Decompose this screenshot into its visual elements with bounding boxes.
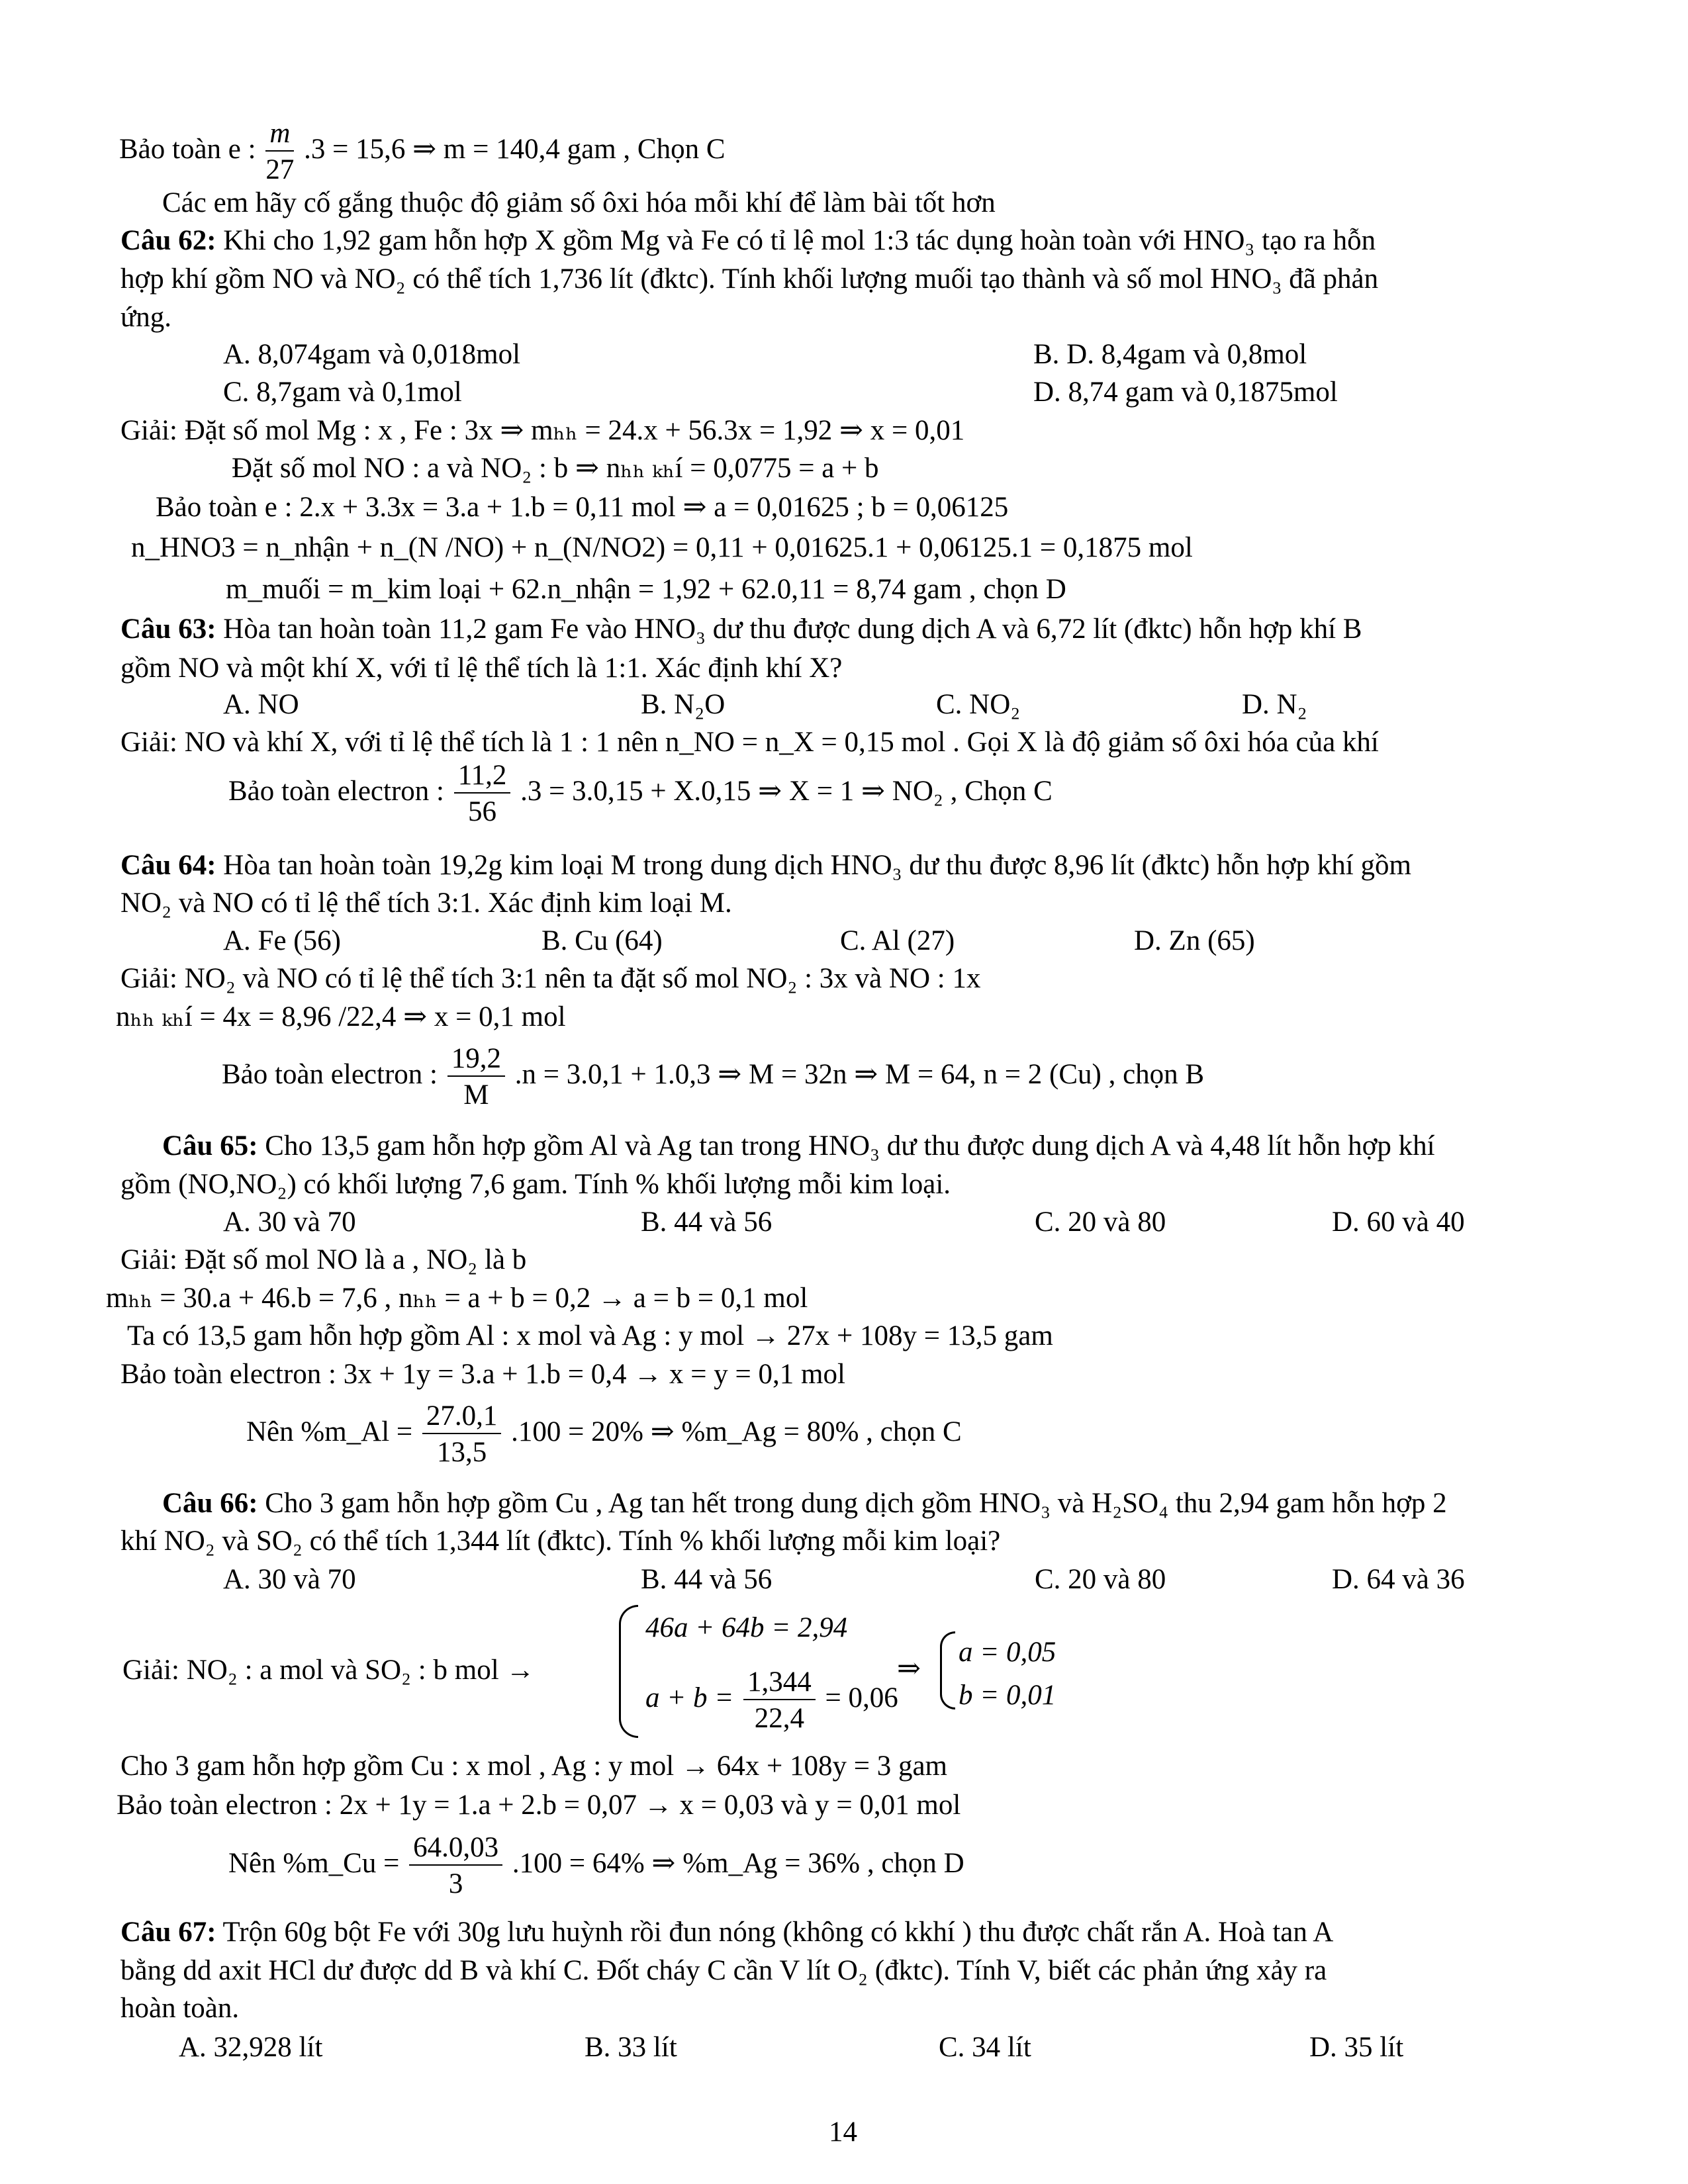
fraction	[743, 1668, 816, 1733]
q65-solution-4: Bảo toàn electron : 3x + 1y = 3.a + 1.b = 0,4 → x = y = 0,1 mol	[120, 1359, 845, 1390]
numerator: m	[265, 119, 294, 152]
numerator: 19,2	[447, 1044, 505, 1077]
numerator: 27.0,1	[422, 1402, 502, 1434]
fraction	[454, 761, 511, 826]
q63-solution-2	[228, 761, 1053, 826]
q62-solution-2: Đặt số mol NO : a và NO₂ : b ⇒ nₕₕ ₖₕí = 0,0775 = a + b	[232, 453, 879, 484]
q65-option-d: D. 60 và 40	[1332, 1206, 1465, 1238]
q67-line3: hoàn toàn.	[120, 1993, 240, 2024]
question-label: Câu 67:	[120, 1917, 216, 1948]
equation-2	[645, 1668, 898, 1733]
question-text: Cho 3 gam hỗn hợp gồm Cu , Ag tan hết trong dung dịch gồm HNO₃ và H₂SO₄ thu 2,94 gam hỗn hợp 2	[265, 1488, 1447, 1519]
denominator: 56	[468, 796, 497, 827]
fraction	[422, 1402, 502, 1467]
q65-solution-5	[246, 1402, 962, 1467]
question-text: Hòa tan hoàn toàn 19,2g kim loại M trong dung dịch HNO₃ dư thu được 8,96 lít (đktc) hỗn hợp khí gồm	[223, 850, 1411, 881]
q63-option-c: C. NO₂	[936, 689, 1021, 720]
expression: .n = 3.0,1 + 1.0,3 ⇒ M = 32n ⇒ M = 64, n = 2 (Cu) , chọn B	[514, 1058, 1205, 1090]
denominator: 3	[448, 1868, 463, 1899]
q62-line3: ứng.	[120, 302, 172, 333]
expression: .3 = 3.0,15 + X.0,15 ⇒ X = 1 ⇒ NO₂ , Chọn C	[520, 775, 1053, 807]
q66-solution-2: Cho 3 gam hỗn hợp gồm Cu : x mol , Ag : y mol → 64x + 108y = 3 gam	[120, 1751, 947, 1782]
q62-solution-3: Bảo toàn e : 2.x + 3.3x = 3.a + 1.b = 0,11 mol ⇒ a = 0,01625 ; b = 0,06125	[156, 492, 1009, 523]
q64-solution-1: Giải: NO₂ và NO có tỉ lệ thể tích 3:1 nên ta đặt số mol NO₂ : 3x và NO : 1x	[120, 963, 981, 994]
q62-solution-4: n_HNO3 = n_nhận + n_(N /NO) + n_(N/NO2) = 0,11 + 0,01625.1 + 0,06125.1 = 0,1875 mol	[131, 532, 1193, 563]
rhs: = 0,06	[825, 1682, 898, 1713]
q62-line1	[120, 226, 1376, 255]
q64-solution-2: nₕₕ ₖₕí = 4x = 8,96 /22,4 ⇒ x = 0,1 mol	[116, 1001, 566, 1032]
q66-option-b: B. 44 và 56	[641, 1564, 773, 1595]
top-line	[119, 119, 726, 184]
q65-option-a: A. 30 và 70	[223, 1206, 356, 1238]
result-b: b = 0,01	[959, 1680, 1056, 1711]
denominator: 22,4	[754, 1703, 805, 1734]
q63-line1	[120, 615, 1362, 643]
implies-symbol: ⇒	[897, 1653, 921, 1684]
q64-line2: NO₂ và NO có tỉ lệ thể tích 3:1. Xác định kim loại M.	[120, 887, 732, 919]
q65-solution-1: Giải: Đặt số mol NO là a , NO₂ là b	[120, 1244, 527, 1275]
denominator: M	[463, 1079, 489, 1111]
page-number: 14	[829, 2116, 857, 2148]
q63-option-d: D. N₂	[1242, 689, 1307, 720]
label: Bảo toàn e :	[119, 133, 256, 165]
question-label: Câu 63:	[120, 614, 216, 645]
fraction	[409, 1833, 502, 1898]
numerator: 64.0,03	[409, 1833, 502, 1866]
question-label: Câu 62:	[120, 225, 216, 256]
expression: .3 = 15,6 ⇒ m = 140,4 gam , Chọn C	[304, 133, 726, 165]
advice-text: Các em hãy cố gắng thuộc độ giảm số ôxi hóa mỗi khí để làm bài tốt hơn	[162, 187, 996, 218]
q63-option-a: A. NO	[223, 689, 299, 720]
q63-option-b: B. N₂O	[641, 689, 726, 720]
question-text: Trộn 60g bột Fe với 30g lưu huỳnh rồi đun nóng (không có kkhí ) thu được chất rắn A. Hoà tan A	[222, 1917, 1334, 1948]
fraction	[265, 119, 294, 184]
q64-line1	[120, 851, 1411, 880]
q67-option-b: B. 33 lít	[585, 2032, 677, 2063]
q64-option-b: B. Cu (64)	[541, 925, 663, 956]
question-text: Khi cho 1,92 gam hỗn hợp X gồm Mg và Fe có tỉ lệ mol 1:3 tác dụng hoàn toàn với HNO₃ tạo ra hỗn	[223, 225, 1376, 256]
q65-option-c: C. 20 và 80	[1035, 1206, 1166, 1238]
q66-option-c: C. 20 và 80	[1035, 1564, 1166, 1595]
result-a: a = 0,05	[959, 1637, 1056, 1668]
q65-option-b: B. 44 và 56	[641, 1206, 773, 1238]
q64-solution-3	[222, 1044, 1204, 1109]
q66-solution-3: Bảo toàn electron : 2x + 1y = 1.a + 2.b = 0,07 → x = 0,03 và y = 0,01 mol	[117, 1790, 961, 1821]
q66-option-a: A. 30 và 70	[223, 1564, 356, 1595]
lhs: a + b =	[645, 1682, 734, 1713]
q67-option-d: D. 35 lít	[1309, 2032, 1404, 2063]
q62-option-b: B. D. 8,4gam và 0,8mol	[1033, 339, 1307, 370]
q65-line2: gồm (NO,NO₂) có khối lượng 7,6 gam. Tính % khối lượng mỗi kim loại.	[120, 1169, 951, 1200]
expression: .100 = 20% ⇒ %m_Ag = 80% , chọn C	[511, 1416, 962, 1447]
q65-solution-3: Ta có 13,5 gam hỗn hợp gồm Al : x mol và Ag : y mol → 27x + 108y = 13,5 gam	[127, 1320, 1053, 1351]
q62-solution-5: m_muối = m_kim loại + 62.n_nhận = 1,92 + 62.0,11 = 8,74 gam , chọn D	[226, 574, 1066, 605]
denominator: 27	[265, 154, 295, 185]
q62-line2: hợp khí gồm NO và NO₂ có thể tích 1,736 lít (đktc). Tính khối lượng muối tạo thành và số mol HNO₃ đã phản	[120, 263, 1379, 295]
q65-line1	[162, 1132, 1435, 1160]
q64-option-a: A. Fe (56)	[223, 925, 341, 956]
label: Nên %m_Al =	[246, 1416, 413, 1447]
result-brace	[940, 1631, 955, 1709]
question-label: Câu 65:	[162, 1130, 258, 1161]
q66-line2: khí NO₂ và SO₂ có thể tích 1,344 lít (đktc). Tính % khối lượng mỗi kim loại?	[120, 1525, 1001, 1557]
label: Bảo toàn electron :	[228, 775, 444, 807]
expression: .100 = 64% ⇒ %m_Ag = 36% , chọn D	[512, 1847, 964, 1879]
equation-1: 46a + 64b = 2,94	[645, 1612, 848, 1643]
fraction	[447, 1044, 505, 1109]
question-text: Hòa tan hoàn toàn 11,2 gam Fe vào HNO₃ dư thu được dung dịch A và 6,72 lít (đktc) hỗn hợp khí B	[223, 614, 1362, 645]
system-brace	[619, 1605, 638, 1738]
question-label: Câu 66:	[162, 1488, 258, 1519]
q65-solution-2: mₕₕ = 30.a + 46.b = 7,6 , nₕₕ = a + b = 0,2 → a = b = 0,1 mol	[106, 1283, 808, 1314]
q67-option-c: C. 34 lít	[939, 2032, 1031, 2063]
q66-line1	[162, 1489, 1447, 1518]
denominator: 13,5	[437, 1437, 487, 1468]
label: Bảo toàn electron :	[222, 1058, 438, 1090]
q67-option-a: A. 32,928 lít	[179, 2032, 323, 2063]
question-text: Cho 13,5 gam hỗn hợp gồm Al và Ag tan trong HNO₃ dư thu được dung dịch A và 4,48 lít hỗn hợp khí	[265, 1130, 1435, 1161]
q62-option-a: A. 8,074gam và 0,018mol	[223, 339, 521, 370]
numerator: 11,2	[454, 761, 511, 794]
q66-solution-4	[228, 1833, 964, 1898]
question-label: Câu 64:	[120, 850, 216, 881]
q67-line1	[120, 1918, 1333, 1946]
q64-option-c: C. Al (27)	[840, 925, 955, 956]
q66-solution-1: Giải: NO₂ : a mol và SO₂ : b mol →	[122, 1655, 535, 1686]
q62-option-d: D. 8,74 gam và 0,1875mol	[1033, 377, 1338, 408]
numerator: 1,344	[743, 1668, 816, 1700]
q64-option-d: D. Zn (65)	[1134, 925, 1255, 956]
q62-option-c: C. 8,7gam và 0,1mol	[223, 377, 462, 408]
q67-line2: bằng dd axit HCl dư được dd B và khí C. Đốt cháy C cần V lít O₂ (đktc). Tính V, biết các phản ứng xảy ra	[120, 1955, 1327, 1986]
q63-solution-1: Giải: NO và khí X, với tỉ lệ thể tích là 1 : 1 nên n_NO = n_X = 0,15 mol . Gọi X là độ giảm số ôxi hóa của khí	[120, 727, 1379, 758]
q66-option-d: D. 64 và 36	[1332, 1564, 1465, 1595]
label: Nên %m_Cu =	[228, 1847, 400, 1879]
q62-solution-1: Giải: Đặt số mol Mg : x , Fe : 3x ⇒ mₕₕ = 24.x + 56.3x = 1,92 ⇒ x = 0,01	[120, 415, 965, 446]
q63-line2: gồm NO và một khí X, với tỉ lệ thể tích là 1:1. Xác định khí X?	[120, 653, 843, 684]
